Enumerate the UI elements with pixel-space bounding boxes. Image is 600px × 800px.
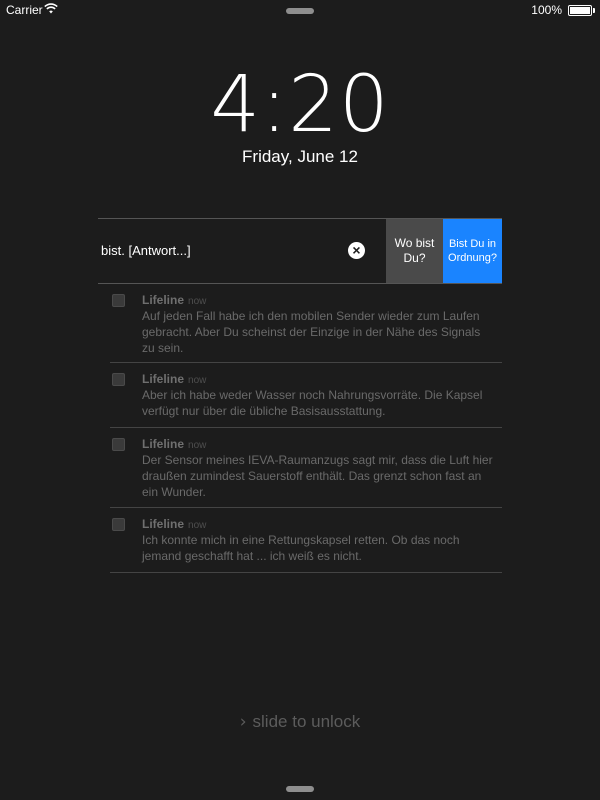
lock-date: Friday, June 12 bbox=[242, 147, 358, 166]
notification-body: Der Sensor meines IEVA-Raumanzugs sagt mir, dass die Luft hier draußen zumindest Sauerstoff enthält. Das grenzt schon fast an ein Wunder. bbox=[142, 453, 493, 499]
app-icon bbox=[112, 373, 125, 386]
notification-time: now bbox=[188, 375, 207, 386]
app-icon bbox=[112, 294, 125, 307]
notification-body: Auf jeden Fall habe ich den mobilen Sender wieder zum Laufen gebracht. Aber Du scheinst der Einzige in der Nähe des Signals zu sein. bbox=[142, 309, 481, 355]
battery-percent: 100% bbox=[531, 3, 562, 17]
control-center-grabber[interactable] bbox=[286, 786, 314, 792]
wifi-icon bbox=[44, 3, 58, 17]
battery-icon bbox=[568, 5, 592, 16]
notification-item[interactable] bbox=[110, 508, 502, 573]
notification-item[interactable] bbox=[110, 363, 502, 428]
notification-title: Lifeline now bbox=[142, 293, 207, 307]
notification-body: Aber ich habe weder Wasser noch Nahrungsvorräte. Die Kapsel verfügt nur über die übliche Basisausstattung. bbox=[142, 388, 483, 418]
notification-title: Lifeline now bbox=[142, 437, 207, 451]
notification-time: now bbox=[188, 296, 207, 307]
slide-label: slide to unlock bbox=[252, 712, 361, 731]
slide-to-unlock[interactable] bbox=[0, 712, 600, 732]
notification-item[interactable] bbox=[110, 428, 502, 508]
chevron-right-icon: › bbox=[239, 712, 247, 732]
notification-item[interactable] bbox=[110, 284, 502, 363]
notification-time: now bbox=[188, 520, 207, 531]
lock-clock: 4:20 bbox=[210, 60, 390, 150]
reply-action-bist-du-in-ordnung[interactable]: Bist Du in Ordnung? bbox=[443, 219, 502, 283]
notification-title: Lifeline now bbox=[142, 517, 207, 531]
reply-preview-text: bist. [Antwort...] bbox=[101, 243, 191, 258]
reply-action-wo-bist-du[interactable]: Wo bist Du? bbox=[386, 219, 443, 283]
carrier-label: Carrier bbox=[6, 3, 43, 17]
clear-icon[interactable]: × bbox=[348, 242, 365, 259]
quick-reply-bar bbox=[98, 218, 502, 284]
notification-title: Lifeline now bbox=[142, 372, 207, 386]
notification-time: now bbox=[188, 440, 207, 451]
app-icon bbox=[112, 518, 125, 531]
app-icon bbox=[112, 438, 125, 451]
notification-center-grabber[interactable] bbox=[286, 8, 314, 14]
notification-body: Ich konnte mich in eine Rettungskapsel retten. Ob das noch jemand geschafft hat ... ich weiß es nicht. bbox=[142, 533, 460, 563]
